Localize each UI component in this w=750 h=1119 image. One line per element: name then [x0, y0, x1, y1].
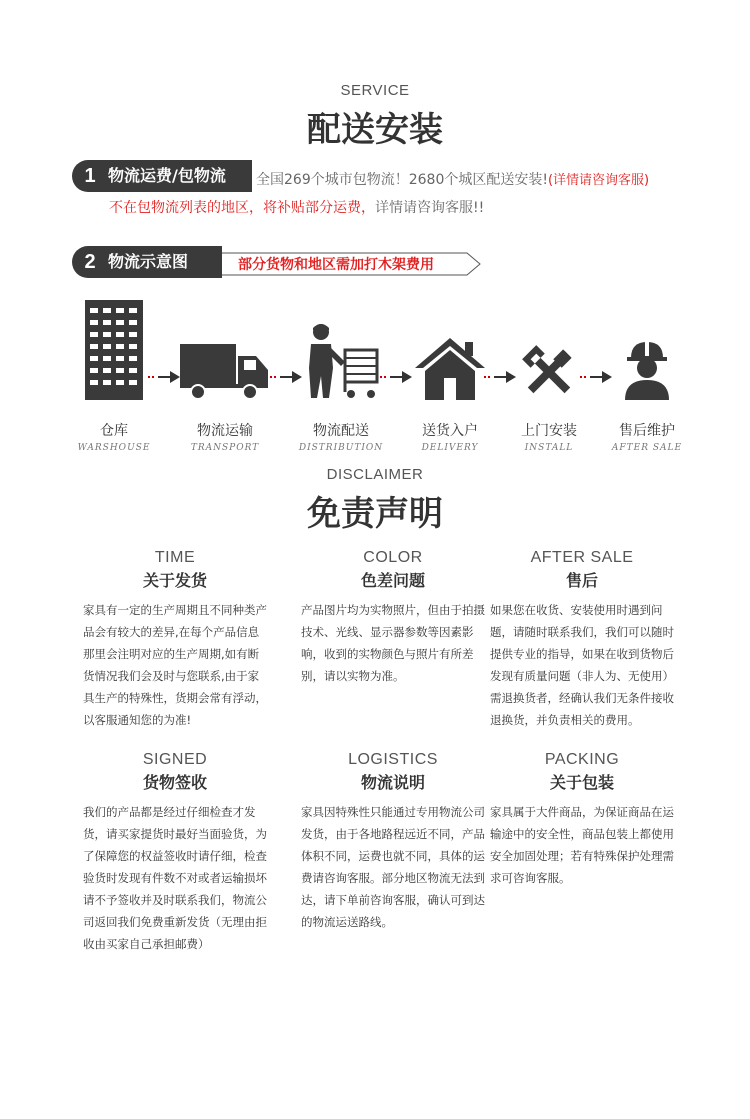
item-en-title: AFTER SALE [530, 549, 634, 566]
disclaimer-item-after-sale [490, 549, 674, 731]
flow-sublabel: DELIVERY [421, 443, 479, 453]
item-title: 物流说明 [360, 773, 425, 792]
item-title: 货物签收 [142, 773, 207, 792]
flow-label: 上门安装 [521, 423, 577, 439]
step2-badge [72, 246, 222, 278]
disclaimer-item-time [83, 549, 267, 731]
step1-line1-note: (详情请咨询客服) [547, 173, 650, 188]
item-title: 关于发货 [142, 571, 207, 590]
flow-step-transport [170, 296, 280, 453]
step1-label: 物流运费/包物流 [108, 166, 226, 185]
item-en-title: PACKING [544, 751, 620, 768]
item-en-title: LOGISTICS [348, 751, 438, 768]
service-title: 配送安装 [307, 110, 443, 150]
flow-sublabel: AFTER SALE [611, 443, 683, 453]
tools-icon [494, 296, 604, 400]
disclaimer-item-signed [83, 751, 267, 955]
item-body: 家具因特殊性只能通过专用物流公司发货，由于各地路程远近不同，产品体积不同，运费也就不同，具体的运费请咨询客服。部分地区物流无法到达，请下单前咨询客服，确认可到达的物流运送路线。 [301, 805, 485, 929]
house-icon [395, 296, 505, 400]
item-body: 我们的产品都是经过仔细检查才发货，请买家提货时最好当面验货，为了保障您的权益签收时请仔细，检查验货时发现有件数不对或者运输损坏请不予签收并及时联系我们，物流公司返回我们免费重新发货（无理由拒收由买家自己承担邮费） [83, 805, 267, 951]
disclaimer-item-packing [490, 751, 674, 889]
flow-sublabel: TRANSPORT [190, 443, 260, 453]
item-body: 如果您在收货、安装使用时遇到问题，请随时联系我们，我们可以随时提供专业的指导，如果在收到货物后发现有质量问题（非人为、无使用）需退换货者，经确认我们无条件接收退换货，并负责相关的费用。 [490, 603, 674, 727]
item-en-title: TIME [154, 549, 196, 566]
disclaimer-item-logistics [301, 751, 485, 933]
step1-badge-tip [240, 160, 256, 192]
step2-label: 物流示意图 [108, 252, 189, 271]
item-body: 家具有一定的生产周期且不同种类产品会有较大的差异,在每个产品信息那里会注明对应的生产周期,如有断货情况我们会及时与您联系,由于家具生产的特殊性，货期会常有浮动，以客服通知您的为准! [83, 603, 267, 727]
flow-sublabel: WARSHOUSE [77, 443, 151, 453]
item-title: 关于包装 [549, 773, 614, 792]
item-body: 家具属于大件商品，为保证商品在运输途中的安全性，商品包装上都使用安全加固处理；若有特殊保护处理需求可咨询客服。 [490, 805, 674, 885]
step1-line1-text: 全国269个城市包物流！2680个城区配送安装! [256, 172, 548, 188]
flow-sublabel: INSTALL [524, 443, 574, 453]
flow-label: 售后维护 [619, 423, 675, 439]
disclaimer-title: 免责声明 [307, 494, 443, 534]
flow-label: 物流运输 [197, 423, 253, 439]
step1-badge [72, 160, 252, 192]
step1-line2-red: 不在包物流列表的地区，将补贴部分运费， [109, 200, 375, 216]
step1-line2-gray: 详情请咨询客服!! [375, 200, 485, 216]
flow-label: 物流配送 [313, 423, 369, 439]
item-en-title: SIGNED [142, 751, 208, 768]
step2-note: 部分货物和地区需加打木架费用 [238, 257, 434, 273]
item-en-title: COLOR [363, 549, 423, 566]
step1-line1 [256, 169, 649, 189]
item-title: 色差问题 [360, 571, 425, 590]
worker-icon [592, 296, 702, 400]
step2-note-box [222, 252, 480, 274]
step1-line2 [109, 197, 484, 217]
delivery-person-icon [286, 296, 396, 400]
flow-label: 送货入户 [422, 423, 478, 439]
disclaimer-en-title: DISCLAIMER [326, 466, 424, 483]
item-title: 售后 [565, 571, 598, 590]
service-en-title: SERVICE [340, 82, 410, 99]
step1-number: 1 [84, 165, 96, 187]
disclaimer-item-color [301, 549, 485, 687]
flow-step-after-sale [592, 296, 702, 453]
truck-icon [170, 296, 280, 400]
building-icon [59, 296, 169, 400]
flow-sublabel: DISTRIBUTION [298, 443, 384, 453]
flow-label: 仓库 [100, 423, 128, 439]
step2-number: 2 [84, 251, 96, 273]
item-body: 产品图片均为实物照片，但由于拍摄技术、光线、显示器参数等因素影响，收到的实物颜色与照片有所差别，请以实物为准。 [301, 603, 485, 683]
